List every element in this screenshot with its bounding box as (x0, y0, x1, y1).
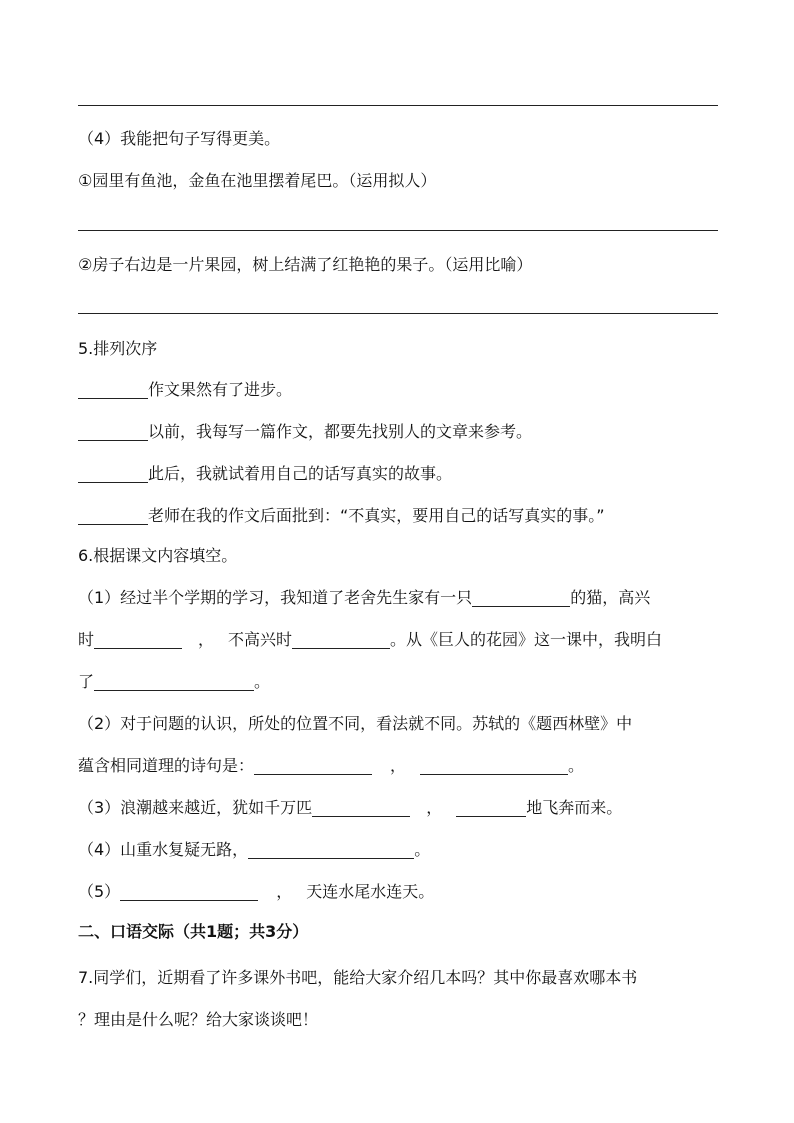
q4-item-2: ②房子右边是一片果园，树上结满了红艳艳的果子。（运用比喻） (78, 255, 533, 274)
q6-part2-line1: （2）对于问题的认识，所处的位置不同，看法就不同。苏轼的《题西林壁》中 (78, 714, 633, 733)
order-blank[interactable] (78, 506, 148, 525)
q4-heading: （4）我能把句子写得更美。 (78, 129, 281, 148)
fill-blank[interactable] (94, 672, 254, 691)
q5-item-text: 作文果然有了进步。 (148, 380, 293, 399)
fill-blank[interactable] (248, 840, 414, 859)
q6-title: 6.根据课文内容填空。 (78, 546, 238, 565)
fill-blank[interactable] (94, 630, 182, 649)
q6-part1-line1: （1）经过半个学期的学习，我知道了老舍先生家有一只 的猫，高兴 (78, 588, 651, 607)
order-blank[interactable] (78, 464, 148, 483)
answer-line (78, 105, 718, 106)
q5-item (78, 463, 728, 485)
fill-blank[interactable] (254, 756, 372, 775)
q5-item (78, 379, 728, 401)
q6-part3: （3）浪潮越来越近，犹如千万匹 ， 地飞奔而来。 (78, 798, 623, 817)
q7-line1: 7.同学们，近期看了许多课外书吧，能给大家介绍几本吗？其中你最喜欢哪本书 (78, 968, 638, 987)
q5-item-text: 老师在我的作文后面批到：“不真实，要用自己的话写真实的事。” (148, 506, 605, 525)
q6-part4: （4）山重水复疑无路， 。 (78, 840, 431, 859)
q5-title: 5.排列次序 (78, 339, 158, 358)
fill-blank[interactable] (456, 798, 526, 817)
fill-blank[interactable] (120, 882, 258, 901)
fill-blank[interactable] (312, 798, 410, 817)
q6-part1-line2: 时 ， 不高兴时 。从《巨人的花园》这一课中，我明白 (78, 630, 663, 649)
section-heading: 二、口语交际（共1题；共3分） (78, 922, 309, 941)
order-blank[interactable] (78, 380, 148, 399)
q5-item-text: 以前，我每写一篇作文，都要先找别人的文章来参考。 (148, 422, 533, 441)
answer-line (78, 230, 718, 231)
q5-item (78, 505, 728, 527)
q6-part2-line2: 蕴含相同道理的诗句是： ， 。 (78, 756, 585, 775)
q5-item (78, 421, 728, 443)
q6-part5: （5） ， 天连水尾水连天。 (78, 882, 435, 901)
fill-blank[interactable] (420, 756, 568, 775)
q7-line2: ？理由是什么呢？给大家谈谈吧！ (78, 1010, 319, 1029)
q5-item-text: 此后，我就试着用自己的话写真实的故事。 (148, 464, 453, 483)
q4-item-1: ①园里有鱼池，金鱼在池里摆着尾巴。（运用拟人） (78, 171, 437, 190)
q6-part1-line3: 了 。 (78, 672, 271, 691)
answer-line (78, 313, 718, 314)
order-blank[interactable] (78, 422, 148, 441)
fill-blank[interactable] (472, 588, 570, 607)
fill-blank[interactable] (292, 630, 390, 649)
